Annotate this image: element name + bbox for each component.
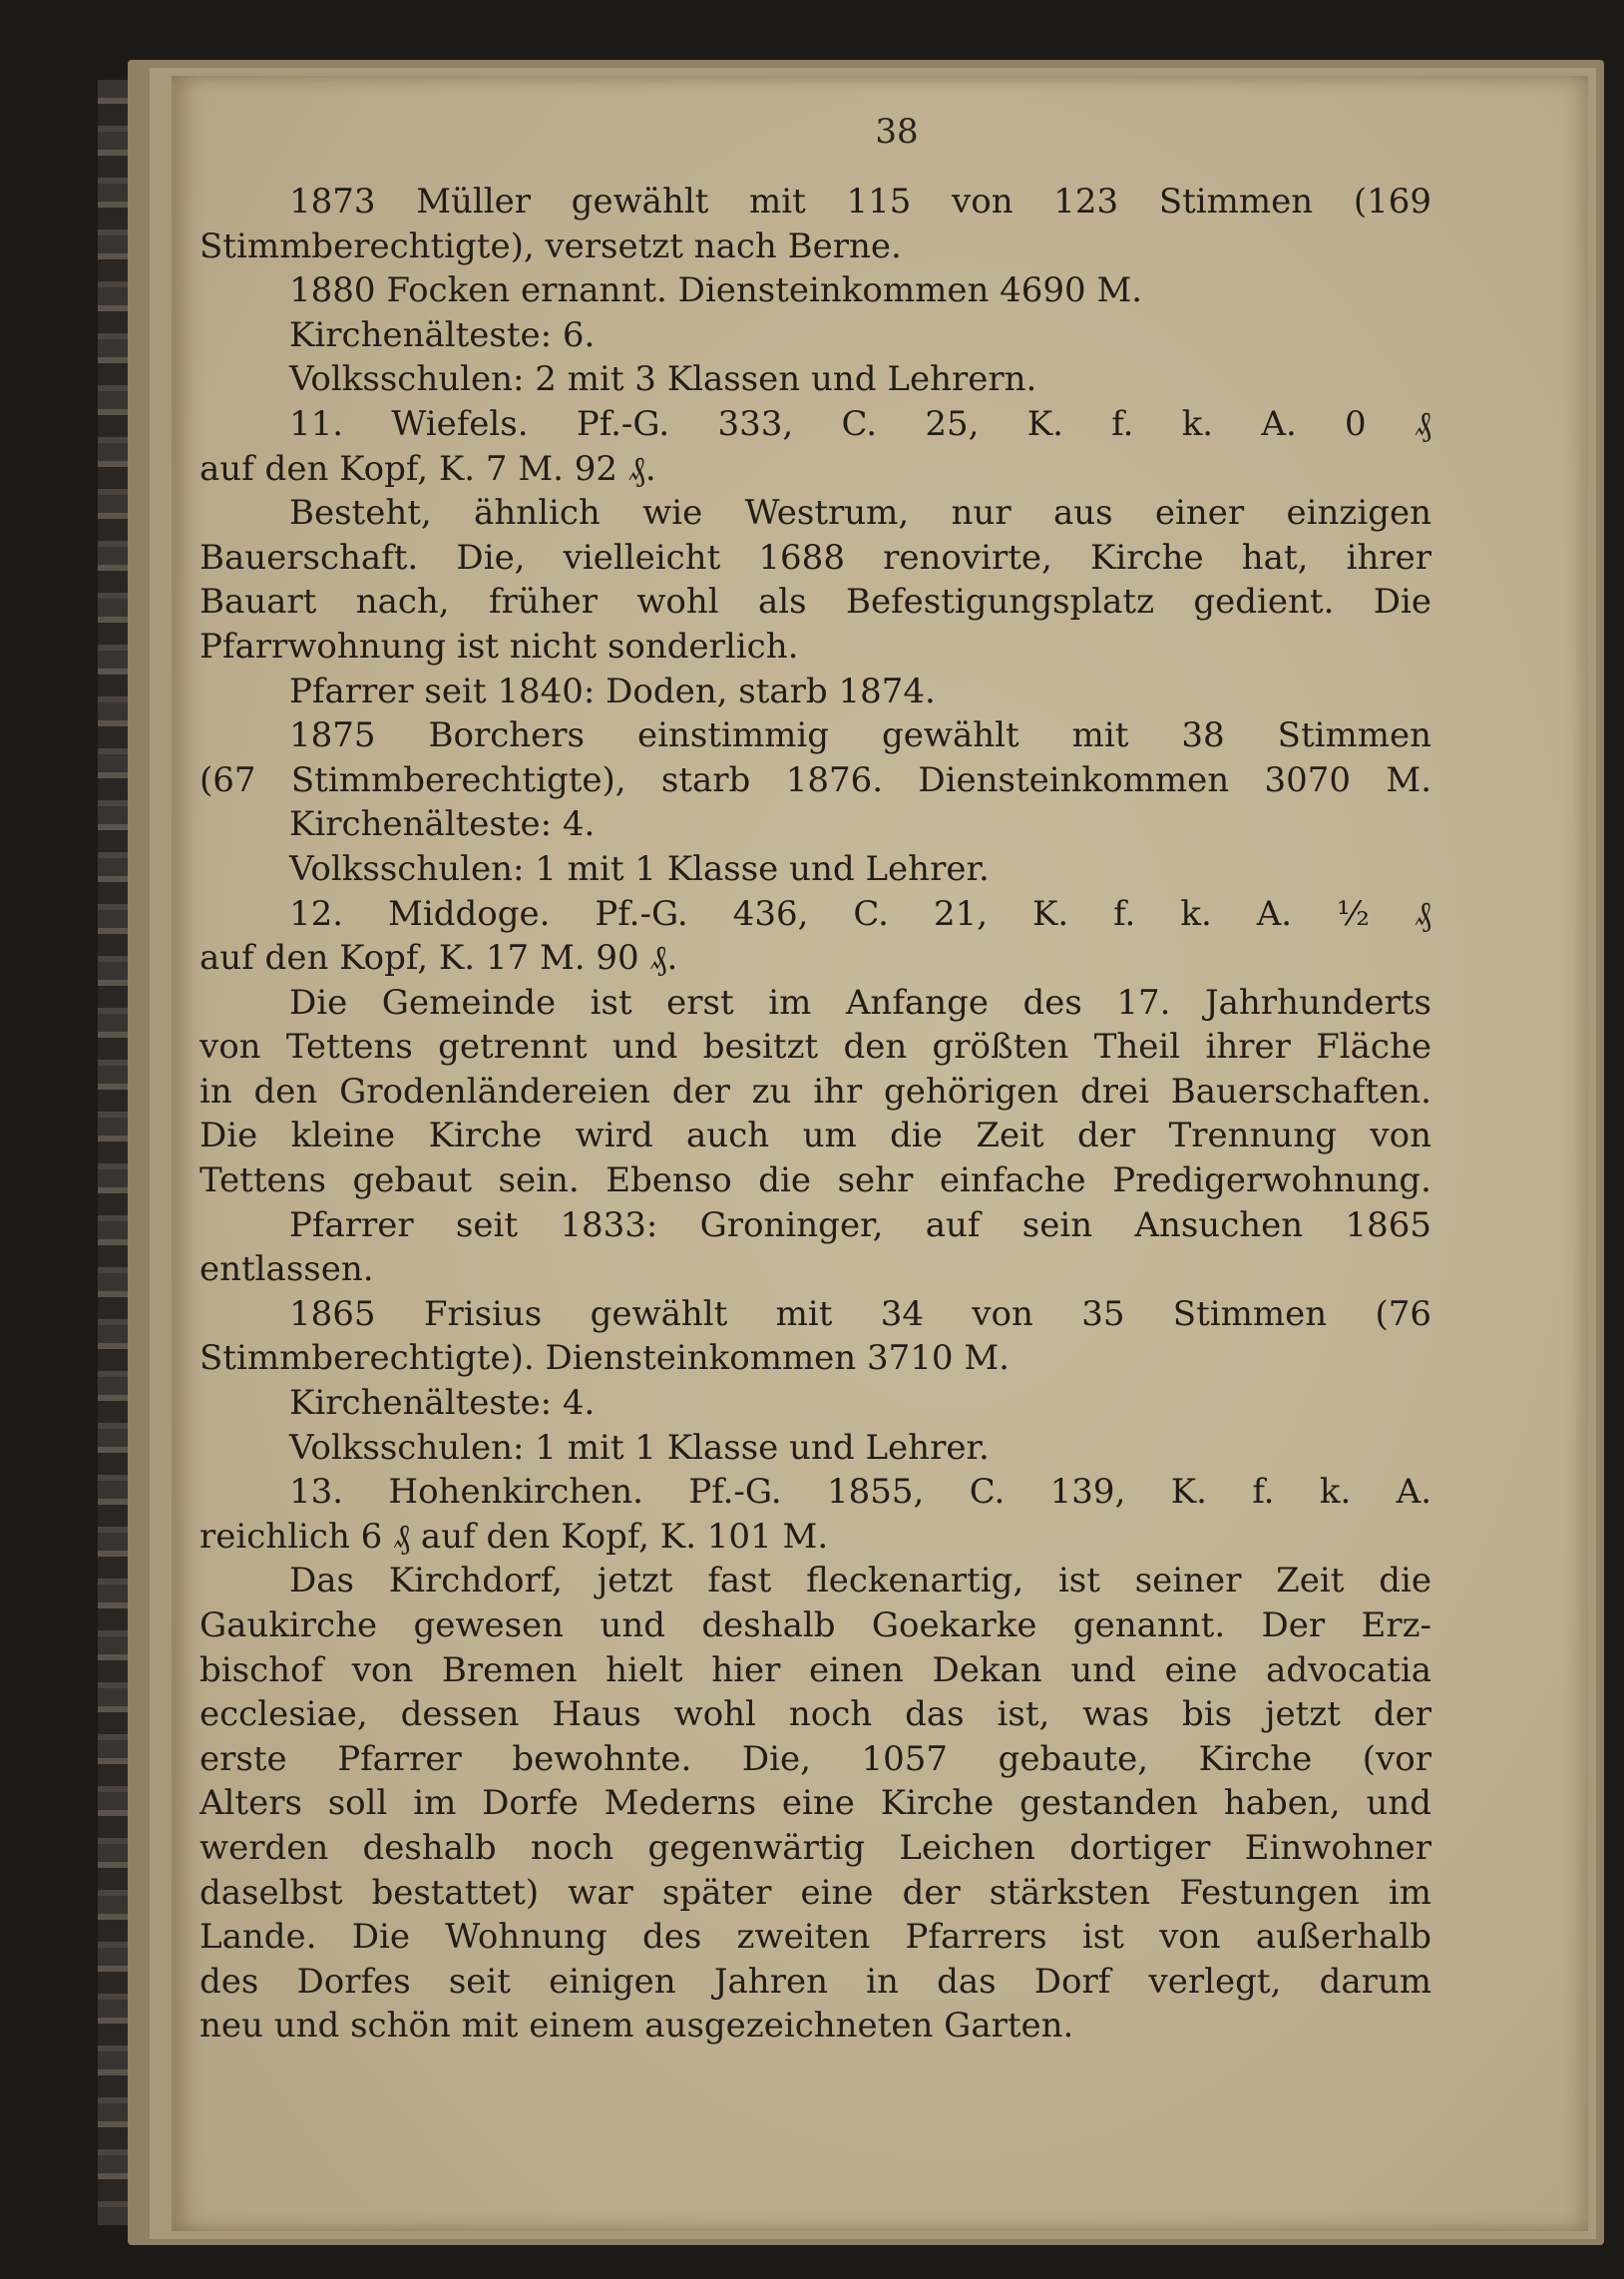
text-line: Die kleine Kirche wird auch um die Zeit der Trennung von xyxy=(200,1116,1431,1156)
text-line: in den Grodenländereien der zu ihr gehörigen drei Bauerschaften. xyxy=(200,1071,1431,1112)
page-number: 38 xyxy=(875,112,919,152)
text-line: ecclesiae, dessen Haus wohl noch das ist, was bis jetzt der xyxy=(200,1694,1431,1735)
text-line: auf den Kopf, K. 17 M. 90 ₰. xyxy=(200,938,678,979)
text-line: 12. Middoge. Pf.-G. 436, C. 21, K. f. k. A. ½ ₰ xyxy=(289,893,1431,934)
text-line: auf den Kopf, K. 7 M. 92 ₰. xyxy=(200,448,656,489)
text-line: Pfarrer seit 1840: Doden, starb 1874. xyxy=(289,671,936,711)
text-line: Alters soll im Dorfe Mederns eine Kirche gestanden haben, und xyxy=(200,1783,1431,1824)
text-line: 11. Wiefels. Pf.-G. 333, C. 25, K. f. k. A. 0 ₰ xyxy=(289,403,1431,444)
text-line: Volksschulen: 1 mit 1 Klasse und Lehrer. xyxy=(289,1427,990,1468)
text-line: Tettens gebaut sein. Ebenso die sehr einfache Predigerwohnung. xyxy=(200,1160,1431,1201)
text-line: Pfarrwohnung ist nicht sonderlich. xyxy=(200,626,799,667)
text-line: reichlich 6 ₰ auf den Kopf, K. 101 M. xyxy=(200,1516,829,1557)
text-line: Stimmberechtigte), versetzt nach Berne. xyxy=(200,226,902,266)
text-line: 1865 Frisius gewählt mit 34 von 35 Stimmen (76 xyxy=(289,1293,1431,1334)
text-line: Kirchenälteste: 4. xyxy=(289,804,596,845)
text-line: Kirchenälteste: 4. xyxy=(289,1383,596,1424)
text-line: (67 Stimmberechtigte), starb 1876. Diensteinkommen 3070 M. xyxy=(200,759,1431,800)
text-line: von Tettens getrennt und besitzt den größten Theil ihrer Fläche xyxy=(200,1027,1431,1068)
body-text xyxy=(200,180,1431,2049)
text-line: Besteht, ähnlich wie Westrum, nur aus einer einzigen xyxy=(289,493,1431,534)
text-line: Kirchenälteste: 6. xyxy=(289,314,596,355)
text-line: neu und schön mit einem ausgezeichneten Garten. xyxy=(200,2006,1074,2047)
text-line: Die Gemeinde ist erst im Anfange des 17. Jahrhunderts xyxy=(289,982,1431,1023)
text-line: Bauart nach, früher wohl als Befestigungsplatz gedient. Die xyxy=(200,582,1431,623)
text-line: bischof von Bremen hielt hier einen Dekan und eine advocatia xyxy=(200,1649,1431,1690)
text-line: entlassen. xyxy=(200,1249,374,1290)
text-line: Gaukirche gewesen und deshalb Goekarke genannt. Der Erz- xyxy=(200,1605,1431,1645)
text-line: Bauerschaft. Die, vielleicht 1688 renovirte, Kirche hat, ihrer xyxy=(200,537,1431,578)
text-line: 1873 Müller gewählt mit 115 von 123 Stimmen (169 xyxy=(289,182,1431,222)
text-line: werden deshalb noch gegenwärtig Leichen dortiger Einwohner xyxy=(200,1827,1431,1868)
text-line: Lande. Die Wohnung des zweiten Pfarrers ist von außerhalb xyxy=(200,1917,1431,1958)
text-line: Volksschulen: 1 mit 1 Klasse und Lehrer. xyxy=(289,848,990,889)
text-line: 1875 Borchers einstimmig gewählt mit 38 Stimmen xyxy=(289,715,1431,756)
text-line: daselbst bestattet) war später eine der stärksten Festungen im xyxy=(200,1872,1431,1913)
text-line: des Dorfes seit einigen Jahren in das Dorf verlegt, darum xyxy=(200,1961,1431,2002)
text-line: 1880 Focken ernannt. Diensteinkommen 4690 M. xyxy=(289,270,1143,311)
text-line: Das Kirchdorf, jetzt fast fleckenartig, ist seiner Zeit die xyxy=(289,1561,1431,1601)
text-line: erste Pfarrer bewohnte. Die, 1057 gebaute, Kirche (vor xyxy=(200,1738,1431,1779)
text-line: Stimmberechtigte). Diensteinkommen 3710 M. xyxy=(200,1338,1010,1379)
text-line: 13. Hohenkirchen. Pf.-G. 1855, C. 139, K. f. k. A. xyxy=(289,1472,1431,1513)
text-line: Pfarrer seit 1833: Groninger, auf sein Ansuchen 1865 xyxy=(289,1204,1431,1245)
text-line: Volksschulen: 2 mit 3 Klassen und Lehrern. xyxy=(289,359,1037,400)
